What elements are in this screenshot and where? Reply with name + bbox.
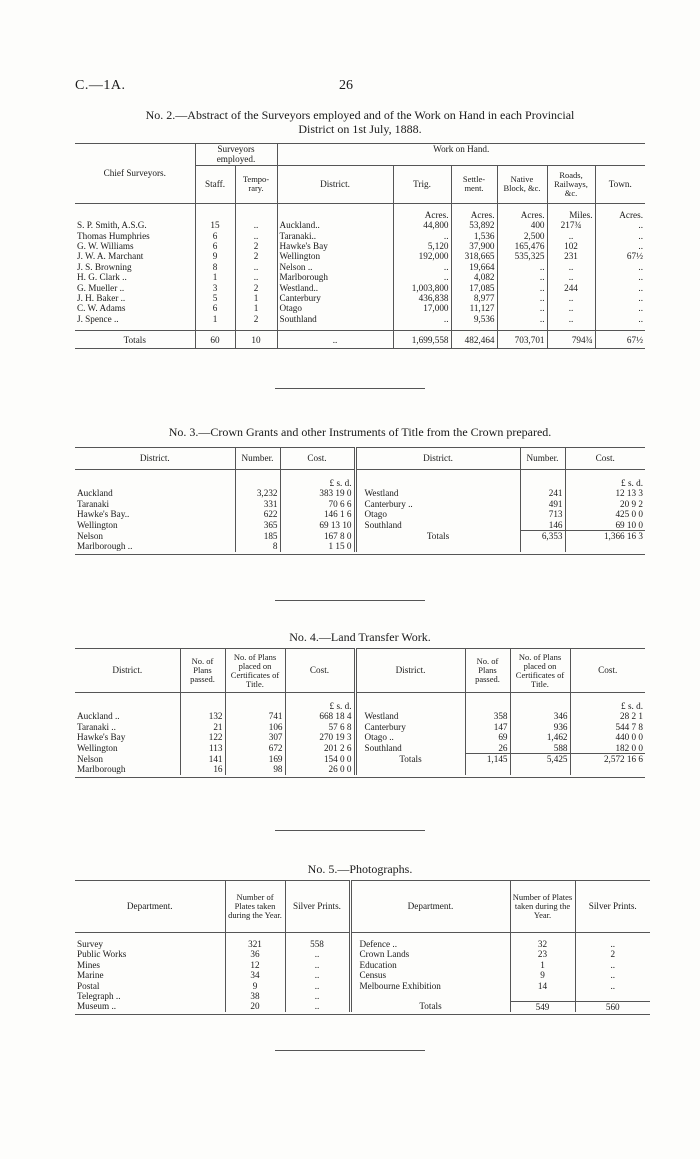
temporary-count: 2 bbox=[235, 241, 277, 251]
native-block-acres: .. bbox=[497, 314, 547, 324]
table-row bbox=[75, 970, 650, 980]
transfer-cost: 668 18 4 bbox=[285, 711, 355, 721]
trig-acres: .. bbox=[393, 272, 451, 282]
t3-col-number-left: Number. bbox=[235, 448, 280, 470]
temporary-count: 2 bbox=[235, 283, 277, 293]
plans-passed: 21 bbox=[180, 722, 225, 732]
native-block-acres: .. bbox=[497, 283, 547, 293]
section-divider bbox=[275, 830, 425, 831]
district-name: Auckland bbox=[75, 488, 235, 498]
native-block-acres: 165,476 bbox=[497, 241, 547, 251]
surveyor-name: Thomas Humphries bbox=[75, 231, 195, 241]
grant-number: 241 bbox=[520, 488, 565, 498]
plans-on-certificates: 307 bbox=[225, 732, 285, 742]
silver-prints: .. bbox=[610, 980, 616, 991]
table-row bbox=[75, 272, 645, 282]
department-name: Census bbox=[350, 970, 510, 980]
table-row bbox=[75, 499, 645, 509]
department-name: Defence .. bbox=[350, 939, 510, 949]
surveyor-name: S. P. Smith, A.S.G. bbox=[75, 220, 195, 230]
t4-col-certs-left: No. of Plans placed on Certificates of Title. bbox=[225, 649, 285, 693]
department-name: Postal bbox=[75, 981, 225, 991]
silver-prints: 558 bbox=[285, 939, 350, 949]
plans-on-certificates: 346 bbox=[510, 711, 570, 721]
section-divider bbox=[275, 388, 425, 389]
silver-prints: 2 bbox=[610, 949, 616, 960]
town-acres: .. bbox=[638, 303, 643, 314]
total-plates: 549 bbox=[510, 1001, 575, 1012]
plates-taken: 9 bbox=[225, 981, 285, 991]
table2-total-native: 703,701 bbox=[497, 331, 547, 349]
native-block-acres: .. bbox=[497, 262, 547, 272]
plans-passed: 113 bbox=[180, 743, 225, 754]
plates-taken: 9 bbox=[510, 970, 575, 980]
t4-col-cost-left: Cost. bbox=[285, 649, 355, 693]
department-name: Telegraph .. bbox=[75, 991, 225, 1001]
table5-photographs bbox=[75, 880, 650, 1015]
settlement-acres: 318,665 bbox=[451, 251, 497, 261]
table2-total-roads: 794¾ bbox=[547, 331, 595, 349]
table-row bbox=[75, 293, 645, 303]
unit-trig: Acres. bbox=[393, 203, 451, 220]
table-row bbox=[75, 722, 645, 732]
t5-col-plates-right: Number of Plates taken during the Year. bbox=[510, 881, 575, 933]
temporary-count: .. bbox=[235, 231, 277, 241]
t4-col-cost-right: Cost. bbox=[598, 665, 618, 676]
grant-number: 3,232 bbox=[235, 488, 280, 498]
t3-col-cost-right: Cost. bbox=[595, 453, 615, 464]
unit-native: Acres. bbox=[497, 203, 547, 220]
district-name: Westland bbox=[355, 488, 520, 498]
department-name: Crown Lands bbox=[350, 949, 510, 959]
table2-total-trig: 1,699,558 bbox=[393, 331, 451, 349]
table-row bbox=[75, 251, 645, 261]
col-settlement: Settle-ment. bbox=[451, 165, 497, 203]
trig-acres: .. bbox=[393, 231, 451, 241]
district-name: Westland bbox=[355, 711, 465, 721]
section-divider bbox=[275, 1050, 425, 1051]
t3-money-head-right: £ s. d. bbox=[621, 478, 643, 488]
district-name: Auckland.. bbox=[277, 220, 393, 230]
t4-col-district-right: District. bbox=[355, 649, 465, 693]
table2-totals-label: Totals bbox=[75, 331, 195, 349]
col-district: District. bbox=[277, 165, 393, 203]
t3-money-head-left: £ s. d. bbox=[280, 470, 355, 489]
total-plans: 1,145 bbox=[465, 754, 510, 765]
roads-miles: .. bbox=[547, 303, 595, 313]
staff-count: 6 bbox=[195, 231, 235, 241]
district-name: Wellington bbox=[75, 520, 235, 531]
settlement-acres: 11,127 bbox=[451, 303, 497, 313]
roads-miles: .. bbox=[547, 272, 595, 282]
temporary-count: 2 bbox=[235, 251, 277, 261]
surveyor-name: J. W. A. Marchant bbox=[75, 251, 195, 261]
trig-acres: .. bbox=[393, 262, 451, 272]
table-row bbox=[75, 764, 645, 774]
district-name: Southland bbox=[355, 743, 465, 754]
grant-number: 365 bbox=[235, 520, 280, 531]
surveyor-name: G. Mueller .. bbox=[75, 283, 195, 293]
roads-miles: 231 bbox=[547, 251, 595, 261]
district-name: Wellington bbox=[75, 743, 180, 754]
table-row bbox=[75, 754, 645, 765]
table5-title: No. 5.—Photographs. bbox=[307, 862, 413, 876]
district-name: Taranaki.. bbox=[277, 231, 393, 241]
town-acres: .. bbox=[638, 313, 643, 324]
totals-label: Totals bbox=[355, 754, 465, 765]
t5-col-department-right: Department. bbox=[350, 881, 510, 933]
table-row bbox=[75, 488, 645, 498]
unit-town: Acres. bbox=[619, 209, 643, 220]
col-surveyors-employed: Surveyors employed. bbox=[195, 144, 277, 166]
page-number: 26 bbox=[339, 78, 353, 93]
col-chief-surveyors: Chief Surveyors. bbox=[75, 144, 195, 204]
plans-passed: 16 bbox=[180, 764, 225, 774]
department-name: Survey bbox=[75, 939, 225, 949]
table-row bbox=[75, 241, 645, 251]
total-certs: 5,425 bbox=[510, 754, 570, 765]
table-row bbox=[75, 949, 650, 959]
col-trig: Trig. bbox=[393, 165, 451, 203]
totals-label: Totals bbox=[350, 1001, 510, 1012]
trig-acres: .. bbox=[393, 314, 451, 324]
district-name: Taranaki bbox=[75, 499, 235, 509]
table-row bbox=[75, 220, 645, 230]
trig-acres: 5,120 bbox=[393, 241, 451, 251]
trig-acres: 192,000 bbox=[393, 251, 451, 261]
table3-crown-grants bbox=[75, 447, 645, 555]
trig-acres: 44,800 bbox=[393, 220, 451, 230]
t5-col-plates-left: Number of Plates taken during the Year. bbox=[225, 881, 285, 933]
table4-title: No. 4.—Land Transfer Work. bbox=[289, 630, 431, 644]
total-cost: 2,572 16 6 bbox=[570, 754, 645, 765]
grant-cost: 383 19 0 bbox=[280, 488, 355, 498]
roads-miles: .. bbox=[547, 293, 595, 303]
surveyor-name: C. W. Adams bbox=[75, 303, 195, 313]
grant-cost: 425 0 0 bbox=[615, 509, 643, 520]
district-name: Hawke's Bay bbox=[277, 241, 393, 251]
transfer-cost: 57 6 8 bbox=[285, 722, 355, 732]
transfer-cost: 544 7 8 bbox=[615, 721, 643, 732]
settlement-acres: 19,664 bbox=[451, 262, 497, 272]
district-name: Marlborough bbox=[277, 272, 393, 282]
plans-passed: 358 bbox=[465, 711, 510, 721]
table-row bbox=[75, 262, 645, 272]
town-acres: .. bbox=[638, 220, 643, 231]
district-name: Otago .. bbox=[355, 732, 465, 742]
col-town: Town. bbox=[608, 179, 632, 190]
grant-cost: 70 6 6 bbox=[280, 499, 355, 509]
grant-number: 146 bbox=[520, 520, 565, 531]
table-row bbox=[75, 711, 645, 721]
trig-acres: 1,003,800 bbox=[393, 283, 451, 293]
table-row bbox=[75, 231, 645, 241]
district-name: Southland bbox=[355, 520, 520, 531]
col-temporary: Tempo-rary. bbox=[235, 165, 277, 203]
native-block-acres: .. bbox=[497, 272, 547, 282]
district-name: Marlborough bbox=[75, 764, 180, 774]
department-name: Education bbox=[350, 960, 510, 970]
table2-total-district: .. bbox=[277, 331, 393, 349]
table-row bbox=[75, 303, 645, 313]
roads-miles: 217¾ bbox=[547, 220, 595, 230]
settlement-acres: 8,977 bbox=[451, 293, 497, 303]
town-acres: .. bbox=[638, 261, 643, 272]
plans-on-certificates: 936 bbox=[510, 722, 570, 732]
plans-on-certificates: 106 bbox=[225, 722, 285, 732]
silver-prints: .. bbox=[610, 959, 616, 970]
plans-passed: 122 bbox=[180, 732, 225, 742]
department-name: Museum .. bbox=[75, 1001, 225, 1012]
temporary-count: 1 bbox=[235, 293, 277, 303]
plans-on-certificates: 169 bbox=[225, 754, 285, 765]
surveyor-name: J. H. Baker .. bbox=[75, 293, 195, 303]
plates-taken: 34 bbox=[225, 970, 285, 980]
table-row bbox=[75, 1001, 650, 1012]
table-row bbox=[75, 283, 645, 293]
roads-miles: .. bbox=[547, 314, 595, 324]
unit-roads: Miles. bbox=[547, 203, 595, 220]
t4-col-plans-right: No. of Plans passed. bbox=[465, 649, 510, 693]
silver-prints: .. bbox=[285, 960, 350, 970]
silver-prints: .. bbox=[285, 1001, 350, 1012]
t4-col-district-left: District. bbox=[75, 649, 180, 693]
plans-passed: 147 bbox=[465, 722, 510, 732]
surveyor-name: J. Spence .. bbox=[75, 314, 195, 324]
table2-total-temp: 10 bbox=[235, 331, 277, 349]
plates-taken: 23 bbox=[510, 949, 575, 959]
transfer-cost: 28 2 1 bbox=[620, 711, 643, 722]
town-acres: .. bbox=[638, 272, 643, 283]
surveyor-name: J. S. Browning bbox=[75, 262, 195, 272]
transfer-cost: 440 0 0 bbox=[615, 732, 643, 743]
settlement-acres: 4,082 bbox=[451, 272, 497, 282]
silver-prints: .. bbox=[285, 991, 350, 1001]
district-name: Westland.. bbox=[277, 283, 393, 293]
silver-prints: .. bbox=[285, 949, 350, 959]
native-block-acres: 2,500 bbox=[497, 231, 547, 241]
district-name: Canterbury bbox=[355, 722, 465, 732]
table-row bbox=[75, 732, 645, 742]
plates-taken: 32 bbox=[510, 939, 575, 949]
grant-number: 331 bbox=[235, 499, 280, 509]
district-name: Wellington bbox=[277, 251, 393, 261]
roads-miles: .. bbox=[547, 231, 595, 241]
town-acres: .. bbox=[638, 230, 643, 241]
roads-miles: 244 bbox=[547, 283, 595, 293]
town-acres: .. bbox=[638, 293, 643, 304]
staff-count: 15 bbox=[195, 220, 235, 230]
table-row bbox=[75, 981, 650, 991]
temporary-count: 2 bbox=[235, 314, 277, 324]
t4-money-head-right: £ s. d. bbox=[621, 701, 643, 711]
plates-taken: 321 bbox=[225, 939, 285, 949]
silver-prints: .. bbox=[285, 970, 350, 980]
staff-count: 1 bbox=[195, 272, 235, 282]
transfer-cost: 154 0 0 bbox=[285, 754, 355, 765]
grant-cost: 1 15 0 bbox=[280, 541, 355, 551]
table2-total-staff: 60 bbox=[195, 331, 235, 349]
settlement-acres: 9,536 bbox=[451, 314, 497, 324]
total-number: 6,353 bbox=[520, 531, 565, 542]
grant-number: 185 bbox=[235, 531, 280, 542]
plans-on-certificates: 741 bbox=[225, 711, 285, 721]
unit-settlement: Acres. bbox=[451, 203, 497, 220]
staff-count: 6 bbox=[195, 241, 235, 251]
staff-count: 9 bbox=[195, 251, 235, 261]
settlement-acres: 17,085 bbox=[451, 283, 497, 293]
staff-count: 8 bbox=[195, 262, 235, 272]
t5-col-silver-left: Silver Prints. bbox=[285, 881, 350, 933]
totals-label: Totals bbox=[355, 531, 520, 542]
table-row bbox=[75, 991, 650, 1001]
col-staff: Staff. bbox=[195, 165, 235, 203]
table-row bbox=[75, 743, 645, 754]
document-reference: C.—1A. bbox=[75, 78, 126, 93]
table-row bbox=[75, 541, 645, 551]
col-native-block: Native Block, &c. bbox=[497, 165, 547, 203]
silver-prints: .. bbox=[610, 970, 616, 981]
native-block-acres: .. bbox=[497, 293, 547, 303]
total-cost: 1,366 16 3 bbox=[565, 531, 645, 542]
transfer-cost: 182 0 0 bbox=[615, 742, 643, 753]
district-name: Hawke's Bay bbox=[75, 732, 180, 742]
roads-miles: .. bbox=[547, 262, 595, 272]
grant-cost: 69 13 10 bbox=[280, 520, 355, 531]
department-name: Marine bbox=[75, 970, 225, 980]
town-acres: 67½ bbox=[626, 251, 643, 262]
staff-count: 6 bbox=[195, 303, 235, 313]
department-name: Mines bbox=[75, 960, 225, 970]
district-name: Southland bbox=[277, 314, 393, 324]
temporary-count: 1 bbox=[235, 303, 277, 313]
silver-prints: .. bbox=[610, 939, 616, 949]
surveyor-name: G. W. Williams bbox=[75, 241, 195, 251]
district-name: Otago bbox=[277, 303, 393, 313]
plates-taken: 20 bbox=[225, 1001, 285, 1012]
plans-on-certificates: 1,462 bbox=[510, 732, 570, 742]
t4-money-head-left: £ s. d. bbox=[285, 693, 355, 712]
t3-col-cost-left: Cost. bbox=[280, 448, 355, 470]
grant-cost: 12 13 3 bbox=[615, 488, 643, 499]
t4-col-plans-left: No. of Plans passed. bbox=[180, 649, 225, 693]
transfer-cost: 26 0 0 bbox=[285, 764, 355, 774]
table2-title-line2: District on 1st July, 1888. bbox=[298, 122, 422, 136]
settlement-acres: 37,900 bbox=[451, 241, 497, 251]
district-name: Canterbury bbox=[277, 293, 393, 303]
plans-on-certificates: 588 bbox=[510, 743, 570, 754]
table2-total-settlement: 482,464 bbox=[451, 331, 497, 349]
district-name: Hawke's Bay.. bbox=[75, 509, 235, 519]
settlement-acres: 53,892 bbox=[451, 220, 497, 230]
native-block-acres: 400 bbox=[497, 220, 547, 230]
town-acres: .. bbox=[638, 241, 643, 252]
plans-passed: 69 bbox=[465, 732, 510, 742]
grant-cost: 167 8 0 bbox=[280, 531, 355, 542]
district-name: Marlborough .. bbox=[75, 541, 235, 551]
plans-passed: 141 bbox=[180, 754, 225, 765]
table3-title: No. 3.—Crown Grants and other Instruments of Title from the Crown prepared. bbox=[168, 425, 552, 439]
table-row bbox=[75, 520, 645, 531]
t5-col-department-left: Department. bbox=[75, 881, 225, 933]
plates-taken: 38 bbox=[225, 991, 285, 1001]
department-name: Melbourne Exhibition bbox=[350, 981, 510, 991]
plates-taken: 1 bbox=[510, 960, 575, 970]
t3-col-number-right: Number. bbox=[520, 448, 565, 470]
t4-col-certs-right: No. of Plans placed on Certificates of Title. bbox=[510, 649, 570, 693]
native-block-acres: .. bbox=[497, 303, 547, 313]
plans-passed: 26 bbox=[465, 743, 510, 754]
settlement-acres: 1,536 bbox=[451, 231, 497, 241]
grant-cost: 20 9 2 bbox=[620, 498, 643, 509]
temporary-count: .. bbox=[235, 262, 277, 272]
district-name: Nelson bbox=[75, 754, 180, 765]
town-acres: .. bbox=[638, 282, 643, 293]
district-name: Otago bbox=[355, 509, 520, 519]
plates-taken: 14 bbox=[510, 981, 575, 991]
grant-number: 8 bbox=[235, 541, 280, 551]
plans-on-certificates: 98 bbox=[225, 764, 285, 774]
staff-count: 5 bbox=[195, 293, 235, 303]
temporary-count: .. bbox=[235, 272, 277, 282]
t5-col-silver-right: Silver Prints. bbox=[588, 901, 637, 912]
district-name: Nelson .. bbox=[277, 262, 393, 272]
table2-total-town: 67½ bbox=[626, 334, 643, 345]
col-roads: Roads, Railways, &c. bbox=[547, 165, 595, 203]
district-name: Auckland .. bbox=[75, 711, 180, 721]
staff-count: 1 bbox=[195, 314, 235, 324]
table-row bbox=[75, 960, 650, 970]
table-row bbox=[75, 939, 650, 949]
grant-cost: 69 10 0 bbox=[615, 519, 643, 530]
silver-prints: .. bbox=[285, 981, 350, 991]
grant-number: 491 bbox=[520, 499, 565, 509]
district-name: Nelson bbox=[75, 531, 235, 542]
table-row bbox=[75, 314, 645, 324]
table-row bbox=[75, 509, 645, 519]
plates-taken: 36 bbox=[225, 949, 285, 959]
trig-acres: 17,000 bbox=[393, 303, 451, 313]
plans-passed: 132 bbox=[180, 711, 225, 721]
trig-acres: 436,838 bbox=[393, 293, 451, 303]
grant-number: 622 bbox=[235, 509, 280, 519]
plates-taken: 12 bbox=[225, 960, 285, 970]
department-name: Public Works bbox=[75, 949, 225, 959]
grant-number: 713 bbox=[520, 509, 565, 519]
section-divider bbox=[275, 600, 425, 601]
t3-col-district-left: District. bbox=[75, 448, 235, 470]
table2-surveyors bbox=[75, 143, 645, 349]
table2-title-line1: No. 2.—Abstract of the Surveyors employed and of the Work on Hand in each Provincial bbox=[145, 108, 575, 122]
table4-land-transfer bbox=[75, 648, 645, 778]
district-name: Canterbury .. bbox=[355, 499, 520, 509]
total-silver: 560 bbox=[575, 1001, 650, 1012]
temporary-count: .. bbox=[235, 220, 277, 230]
district-name: Taranaki .. bbox=[75, 722, 180, 732]
col-work-on-hand: Work on Hand. bbox=[277, 144, 645, 166]
t3-col-district-right: District. bbox=[355, 448, 520, 470]
transfer-cost: 270 19 3 bbox=[285, 732, 355, 742]
surveyor-name: H. G. Clark .. bbox=[75, 272, 195, 282]
staff-count: 3 bbox=[195, 283, 235, 293]
plans-on-certificates: 672 bbox=[225, 743, 285, 754]
transfer-cost: 201 2 6 bbox=[285, 743, 355, 754]
table-row bbox=[75, 531, 645, 542]
roads-miles: 102 bbox=[547, 241, 595, 251]
native-block-acres: 535,325 bbox=[497, 251, 547, 261]
grant-cost: 146 1 6 bbox=[280, 509, 355, 519]
